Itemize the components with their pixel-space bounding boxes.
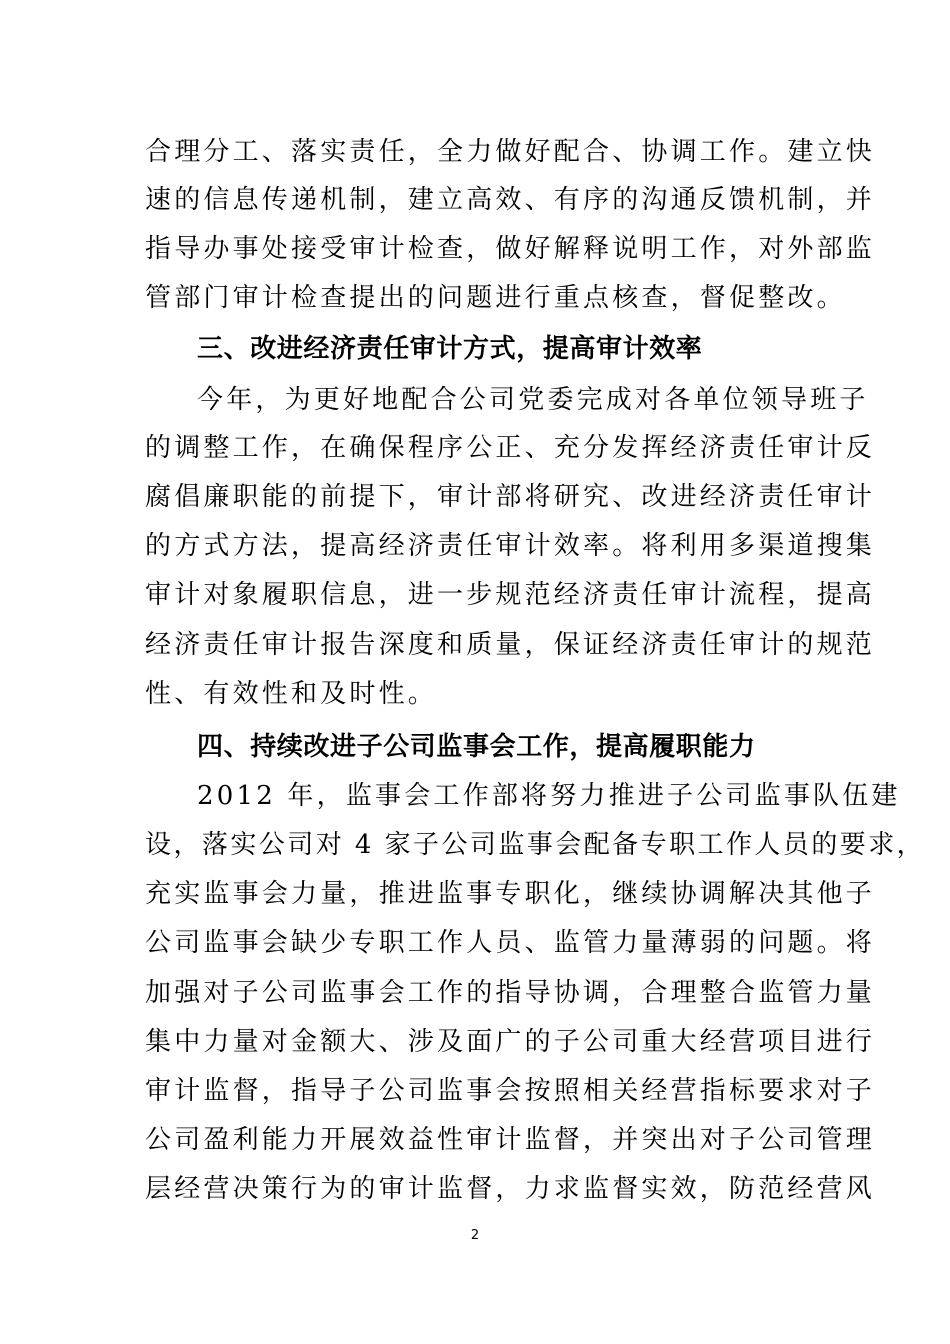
body-text-line: 的调整工作，在确保程序公正、充分发挥经济责任审计反 — [145, 433, 876, 463]
body-text-line: 今年，为更好地配合公司党委完成对各单位领导班子 — [197, 385, 869, 415]
body-text-line: 速的信息传递机制，建立高效、有序的沟通反馈机制，并 — [145, 185, 876, 215]
body-text-line: 的方式方法，提高经济责任审计效率。将利用多渠道搜集 — [145, 531, 876, 561]
body-text-line: 管部门审计检查提出的问题进行重点核查，督促整改。 — [145, 283, 846, 313]
section-heading: 四、持续改进子公司监事会工作，提高履职能力 — [197, 732, 756, 762]
body-text-line: 经济责任审计报告深度和质量，保证经济责任审计的规范 — [145, 630, 876, 660]
body-text-line: 充实监事会力量，推进监事专职化，继续协调解决其他子 — [145, 879, 876, 909]
body-text-line: 加强对子公司监事会工作的指导协调，合理整合监管力量 — [145, 978, 876, 1008]
body-text-line: 审计对象履职信息，进一步规范经济责任审计流程，提高 — [145, 580, 876, 610]
body-text-line: 2012 年，监事会工作部将努力推进子公司监事队伍建 — [197, 781, 901, 811]
body-text-line: 性、有效性和及时性。 — [145, 679, 438, 709]
body-text-line: 合理分工、落实责任，全力做好配合、协调工作。建立快 — [145, 137, 876, 167]
body-text-line: 指导办事处接受审计检查，做好解释说明工作，对外部监 — [145, 234, 876, 264]
body-text-line: 设，落实公司对 4 家子公司监事会配备专职工作人员的要求， — [145, 830, 926, 860]
body-text-line: 层经营决策行为的审计监督，力求监督实效，防范经营风 — [145, 1174, 876, 1204]
body-text-line: 公司监事会缺少专职工作人员、监管力量薄弱的问题。将 — [145, 928, 876, 958]
body-text-line: 公司盈利能力开展效益性审计监督，并突出对子公司管理 — [145, 1125, 876, 1155]
section-heading: 三、改进经济责任审计方式，提高审计效率 — [197, 334, 703, 364]
body-text-line: 审计监督，指导子公司监事会按照相关经营指标要求对子 — [145, 1076, 876, 1106]
body-text-line: 集中力量对金额大、涉及面广的子公司重大经营项目进行 — [145, 1027, 876, 1057]
page-number: 2 — [470, 1228, 480, 1243]
body-text-line: 腐倡廉职能的前提下，审计部将研究、改进经济责任审计 — [145, 482, 876, 512]
